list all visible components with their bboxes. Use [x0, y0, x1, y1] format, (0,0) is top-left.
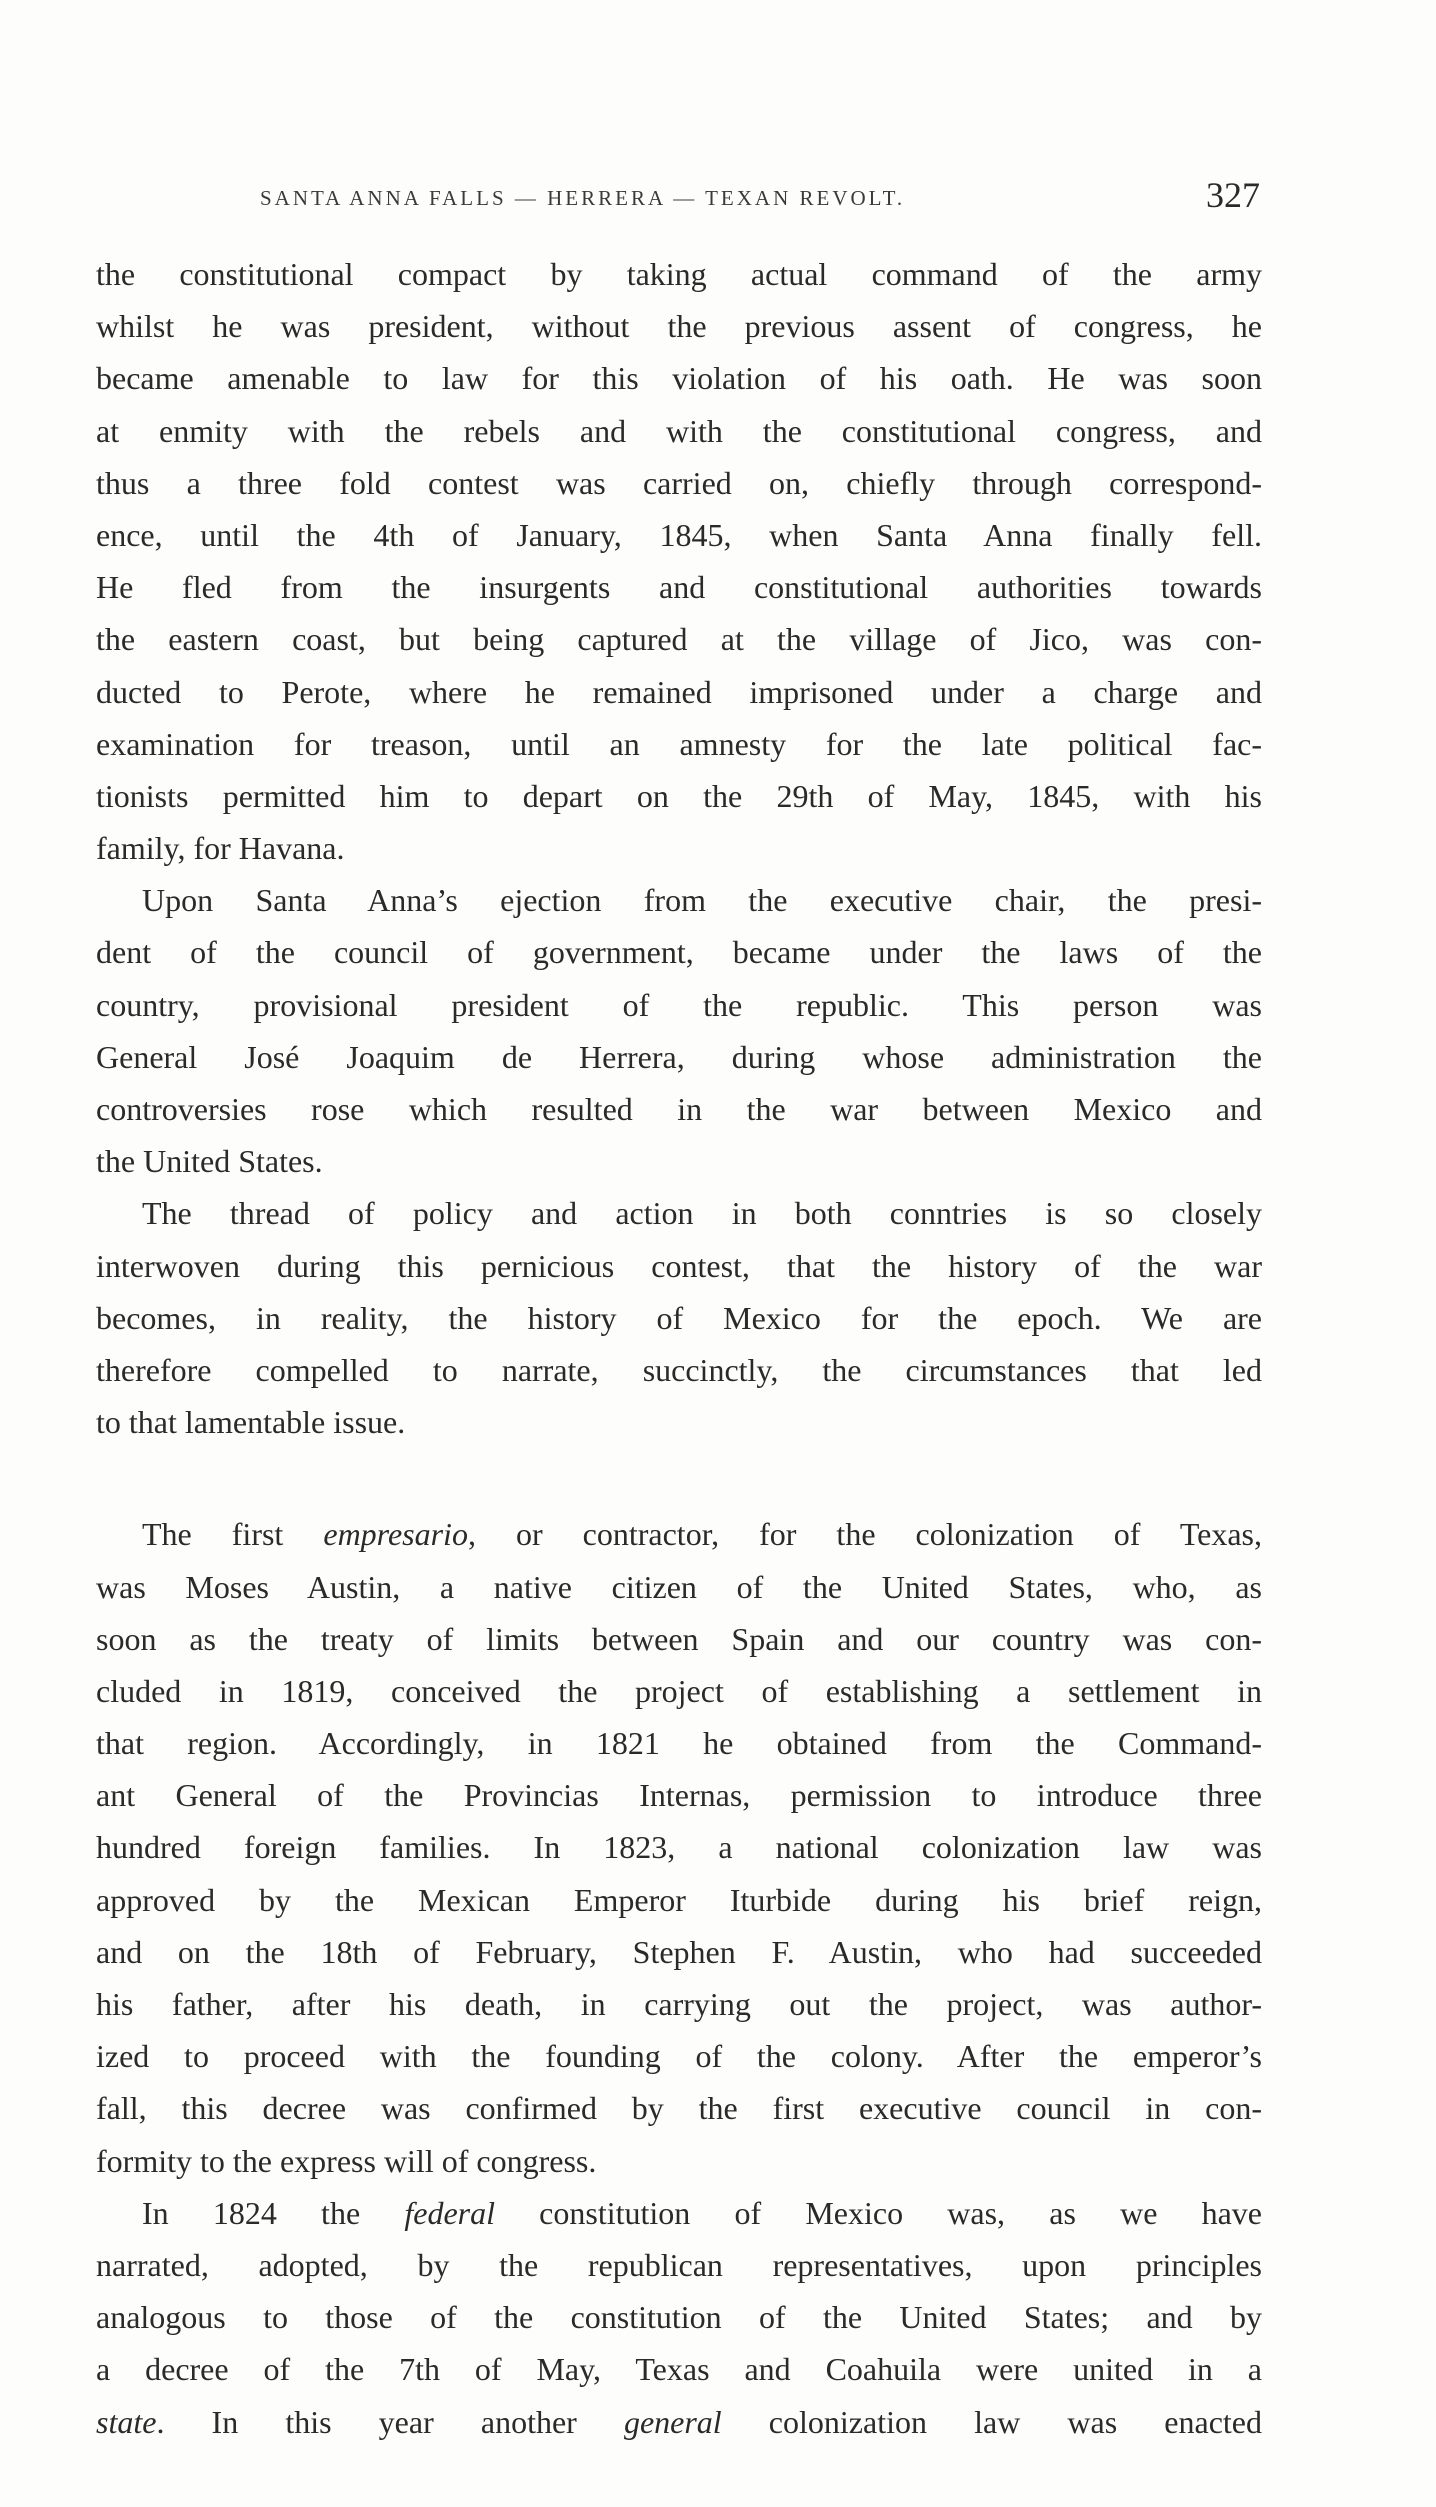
text-line: fall, this decree was confirmed by the first executive council in con-	[96, 2090, 1262, 2127]
text-line: ence, until the 4th of January, 1845, when Santa Anna finally fell.	[96, 516, 1262, 553]
text-line: approved by the Mexican Emperor Iturbide during his brief reign,	[96, 1881, 1262, 1918]
paragraph-1	[96, 248, 1262, 874]
text-line: controversies rose which resulted in the war between Mexico and	[96, 1091, 1262, 1127]
text-line	[96, 1508, 1262, 1560]
text-line: examination for treason, until an amnesty for the late political fac-	[96, 725, 1262, 762]
text-line: was Moses Austin, a native citizen of the United States, who, as	[96, 1568, 1262, 1605]
text-line: the United States.	[96, 1143, 323, 1180]
text-line: formity to the express will of congress.	[96, 2142, 597, 2179]
text-line: the constitutional compact by taking actual command of the army	[96, 256, 1262, 292]
text-run: . In this year another	[156, 2403, 624, 2440]
text-line: analogous to those of the constitution of the United States; and by	[96, 2299, 1262, 2336]
body-text	[96, 248, 1262, 2448]
paragraph-3	[96, 1187, 1262, 1448]
text-line: cluded in 1819, conceived the project of establishing a settlement in	[96, 1672, 1262, 1709]
text-line: thus a three fold contest was carried on, chiefly through correspond-	[96, 464, 1262, 501]
italic-term: empresario	[323, 1516, 468, 1553]
text-line: dent of the council of government, became under the laws of the	[96, 934, 1262, 971]
text-run: The first	[142, 1516, 324, 1553]
page-number: 327	[1206, 175, 1260, 215]
text-line	[96, 2187, 1262, 2239]
section-gap	[96, 1448, 1262, 1508]
text-line: Upon Santa Anna’s ejection from the executive chair, the presi-	[142, 882, 1262, 919]
italic-term: state	[96, 2403, 157, 2440]
text-line: General José Joaquim de Herrera, during whose administration the	[96, 1038, 1262, 1075]
text-line: became amenable to law for this violation of his oath. He was soon	[96, 360, 1262, 397]
paragraph-4	[96, 1508, 1262, 2186]
text-line: that region. Accordingly, in 1821 he obtained from the Command-	[96, 1725, 1262, 1762]
text-run: In 1824 the	[142, 2194, 405, 2231]
text-line: ducted to Perote, where he remained imprisoned under a charge and	[96, 673, 1262, 710]
text-line: soon as the treaty of limits between Spain and our country was con-	[96, 1620, 1262, 1657]
text-line: ized to proceed with the founding of the colony. After the emperor’s	[96, 2038, 1262, 2075]
text-line: at enmity with the rebels and with the constitutional congress, and	[96, 412, 1262, 449]
text-line: whilst he was president, without the previous assent of congress, he	[96, 308, 1262, 345]
text-line: interwoven during this pernicious contest, that the history of the war	[96, 1247, 1262, 1284]
text-line: becomes, in reality, the history of Mexico for the epoch. We are	[96, 1299, 1262, 1336]
text-line: narrated, adopted, by the republican representatives, upon principles	[96, 2246, 1262, 2283]
text-line: hundred foreign families. In 1823, a national colonization law was	[96, 1829, 1262, 1866]
text-line: the eastern coast, but being captured at the village of Jico, was con-	[96, 621, 1262, 658]
running-head	[180, 168, 1260, 228]
text-line: country, provisional president of the republic. This person was	[96, 986, 1262, 1023]
running-title: SANTA ANNA FALLS — HERRERA — TEXAN REVOLT.	[260, 186, 906, 210]
text-line: The thread of policy and action in both conntries is so closely	[142, 1195, 1262, 1232]
text-line: tionists permitted him to depart on the 29th of May, 1845, with his	[96, 777, 1262, 814]
paragraph-5	[96, 2187, 1262, 2448]
text-line: family, for Havana.	[96, 830, 345, 867]
text-run: , or contractor, for the colonization of Texas,	[467, 1516, 1263, 1553]
text-run: constitution of Mexico was, as we have	[494, 2194, 1263, 2231]
paragraph-2	[96, 874, 1262, 1187]
italic-term: general	[623, 2403, 722, 2440]
text-line: ant General of the Provincias Internas, permission to introduce three	[96, 1777, 1262, 1814]
text-line: a decree of the 7th of May, Texas and Coahuila were united in a	[96, 2351, 1262, 2388]
text-line	[96, 2396, 1262, 2448]
text-line: to that lamentable issue.	[96, 1404, 406, 1441]
text-line: therefore compelled to narrate, succinctly, the circumstances that led	[96, 1351, 1262, 1388]
italic-term: federal	[404, 2194, 495, 2231]
text-line: and on the 18th of February, Stephen F. Austin, who had succeeded	[96, 1933, 1262, 1970]
text-line: He fled from the insurgents and constitutional authorities towards	[96, 569, 1262, 606]
text-line: his father, after his death, in carrying out the project, was author-	[96, 1986, 1262, 2022]
text-run: colonization law was enacted	[721, 2403, 1263, 2440]
